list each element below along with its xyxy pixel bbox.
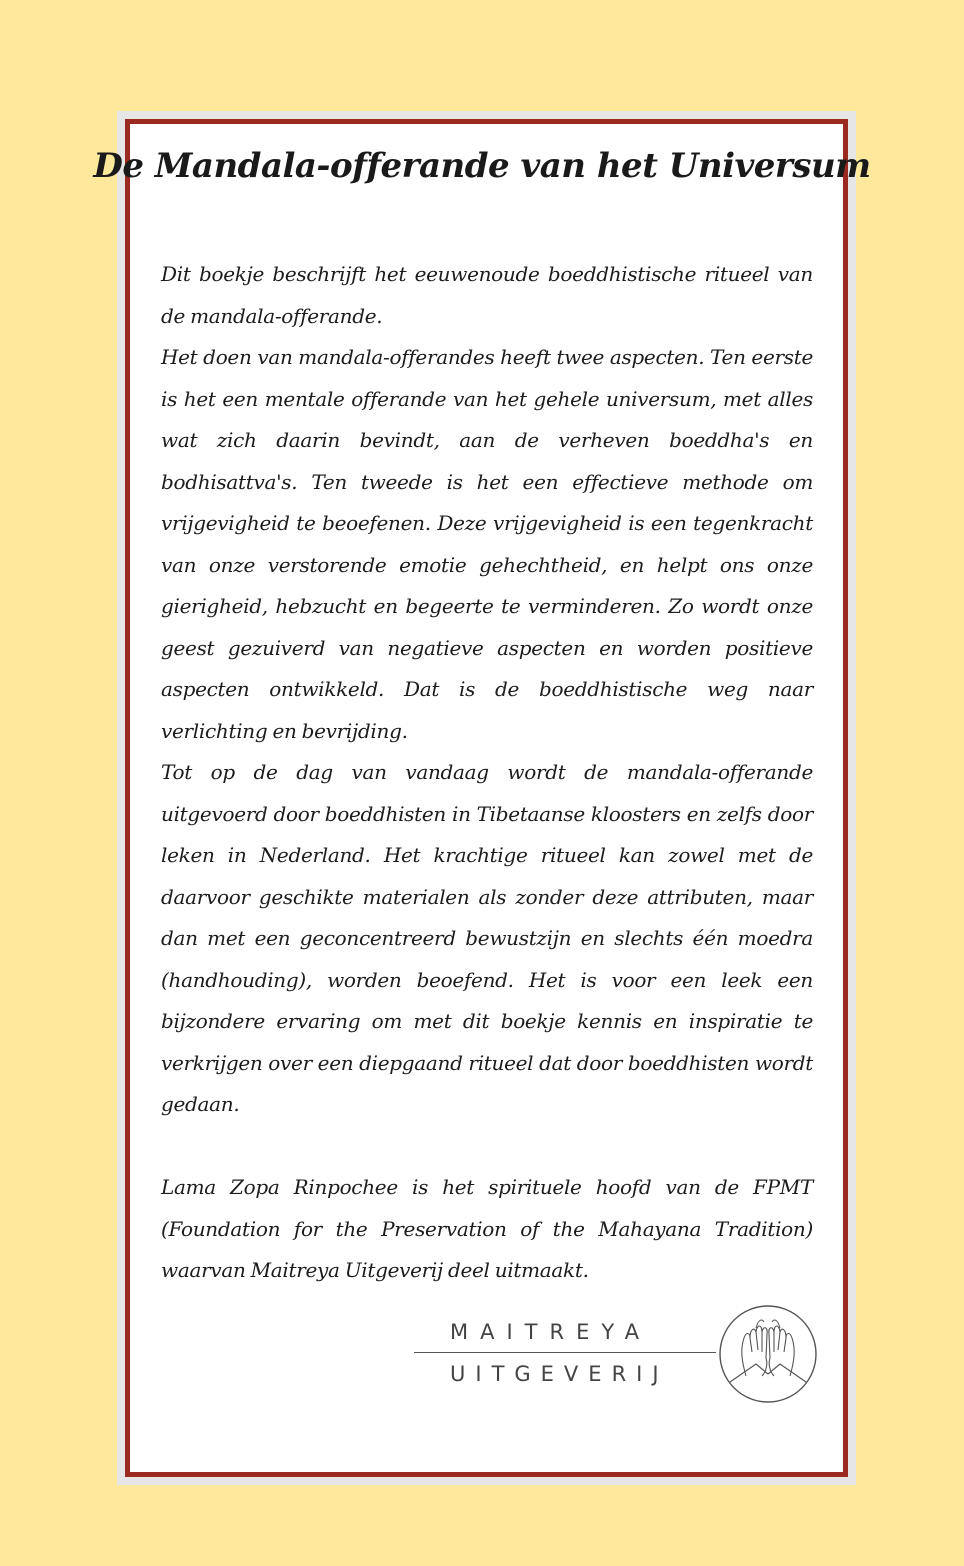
page-title: De Mandala-offerande van het Universum	[93, 146, 871, 186]
body-text	[161, 254, 813, 1292]
paragraph-fpmt: Lama Zopa Rinpochee is het spirituele hoofd van de FPMT (Foundation for the Preservation of the Mahayana Tradition) waarvan Maitreya Uitgeverij deel uitmaakt.	[161, 1175, 813, 1282]
logo-top-word: MAITREYA	[450, 1320, 651, 1344]
logo-bottom-word: UITGEVERIJ	[450, 1362, 669, 1386]
offering-hands-icon	[716, 1302, 820, 1406]
paragraph-today: Tot op de dag van vandaag wordt de mandala-offerande uitgevoerd door boeddhisten in Tibetaanse kloosters en zelfs door leken in Nederland. Het krachtige ritueel kan zowel met de daarvoor geschikte materialen als zonder deze attributen, maar dan met een geconcentreerd bewustzijn en slechts één moedra (handhouding), worden beoefend. Het is voor een leek een bijzondere ervaring om met dit boekje kennis en inspiratie te verkrijgen over een diepgaand ritueel dat door boeddhisten wordt gedaan.	[161, 760, 813, 1116]
publisher-logo	[414, 1300, 824, 1410]
paragraph-aspects: Het doen van mandala-offerandes heeft twee aspecten. Ten eerste is het een mentale offerande van het gehele universum, met alles wat zich daarin bevindt, aan de verheven boeddha's en bodhisattva's. Ten tweede is het een effectieve methode om vrijgevigheid te beoefenen. Deze vrijgevigheid is een tegenkracht van onze verstorende emotie gehechtheid, en helpt ons onze gierigheid, hebzucht en begeerte te verminderen. Zo wordt onze geest gezuiverd van negatieve aspecten en worden positieve aspecten ontwikkeld. Dat is de boeddhistische weg naar verlichting en bevrijding.	[161, 345, 813, 743]
paragraph-intro: Dit boekje beschrijft het eeuwenoude boeddhistische ritueel van de mandala-offerande.	[161, 262, 813, 328]
logo-divider	[414, 1352, 716, 1353]
